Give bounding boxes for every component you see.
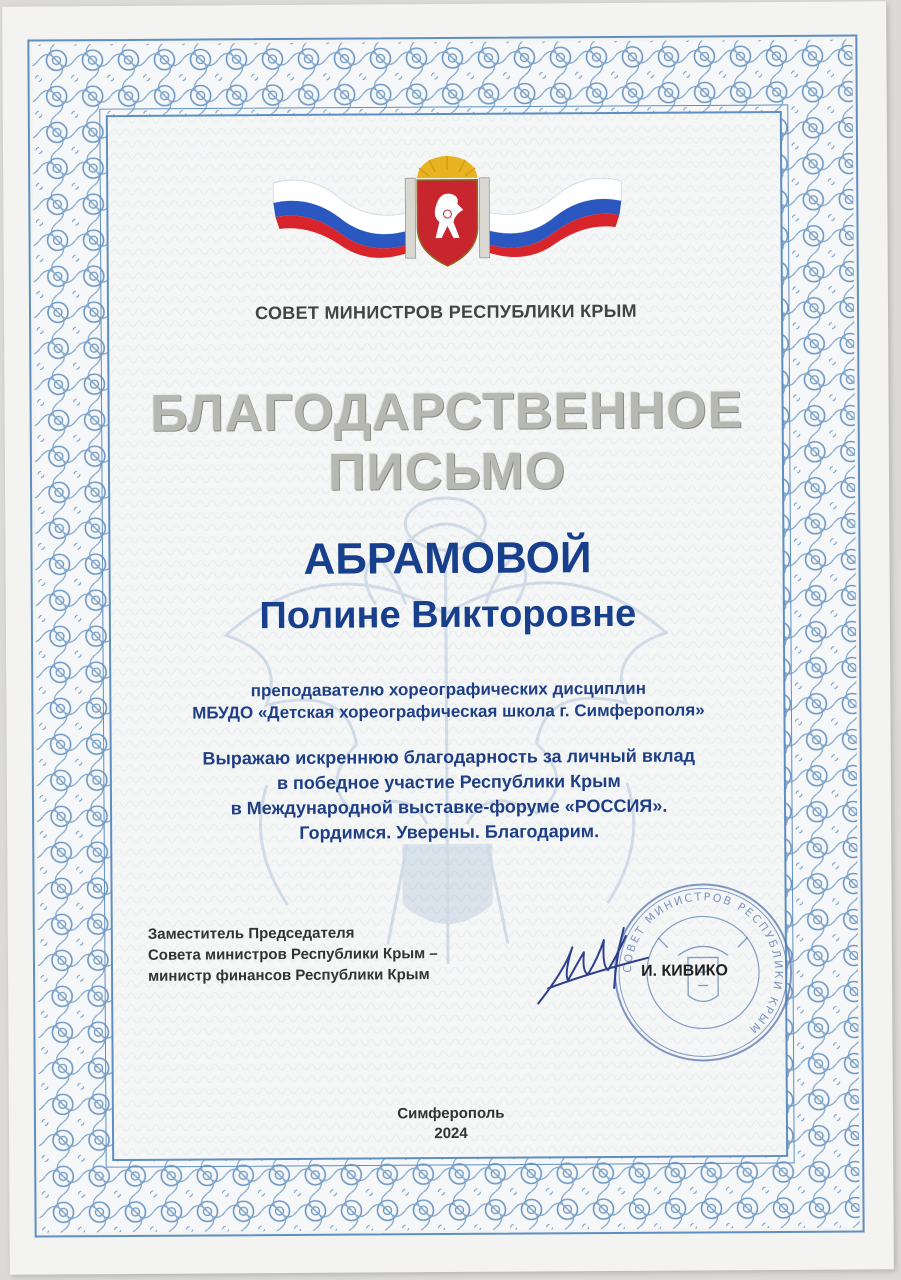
recipient-organization: МБУДО «Детская хореографическая школа г. Симферополя» (192, 700, 705, 723)
document-title-line2: ПИСЬМО (327, 442, 567, 502)
signatory-title-line: министр финансов Республики Крым (148, 966, 430, 985)
thanks-line: в Международной выставке-форуме «РОССИЯ». (230, 795, 668, 819)
thanks-line: в победное участие Республики Крым (276, 770, 621, 794)
signatory-title-line: Заместитель Председателя (147, 924, 355, 943)
recipient-name: Полине Викторовне (259, 592, 637, 638)
place: Симферополь (397, 1104, 505, 1123)
recipient-surname: АБРАМОВОЙ (303, 533, 592, 584)
signatory-title-line: Совета министров Республики Крым – (147, 945, 438, 964)
signatory-name: И. КИВИКО (640, 962, 729, 980)
certificate-sheet (2, 1, 894, 1274)
issuer-title: СОВЕТ МИНИСТРОВ РЕСПУБЛИКИ КРЫМ (255, 300, 637, 324)
recipient-position: преподавателю хореографических дисциплин (250, 678, 646, 701)
year: 2024 (434, 1124, 468, 1143)
thanks-line: Выражаю искреннюю благодарность за личный вклад (202, 745, 696, 769)
thanks-line: Гордимся. Уверены. Благодарим. (299, 821, 600, 843)
document-title-line1: БЛАГОДАРСТВЕННОЕ (149, 381, 744, 443)
stamp-text: СОВЕТ МИНИСТРОВ РЕСПУБЛИКИ КРЫМ (620, 890, 786, 1037)
